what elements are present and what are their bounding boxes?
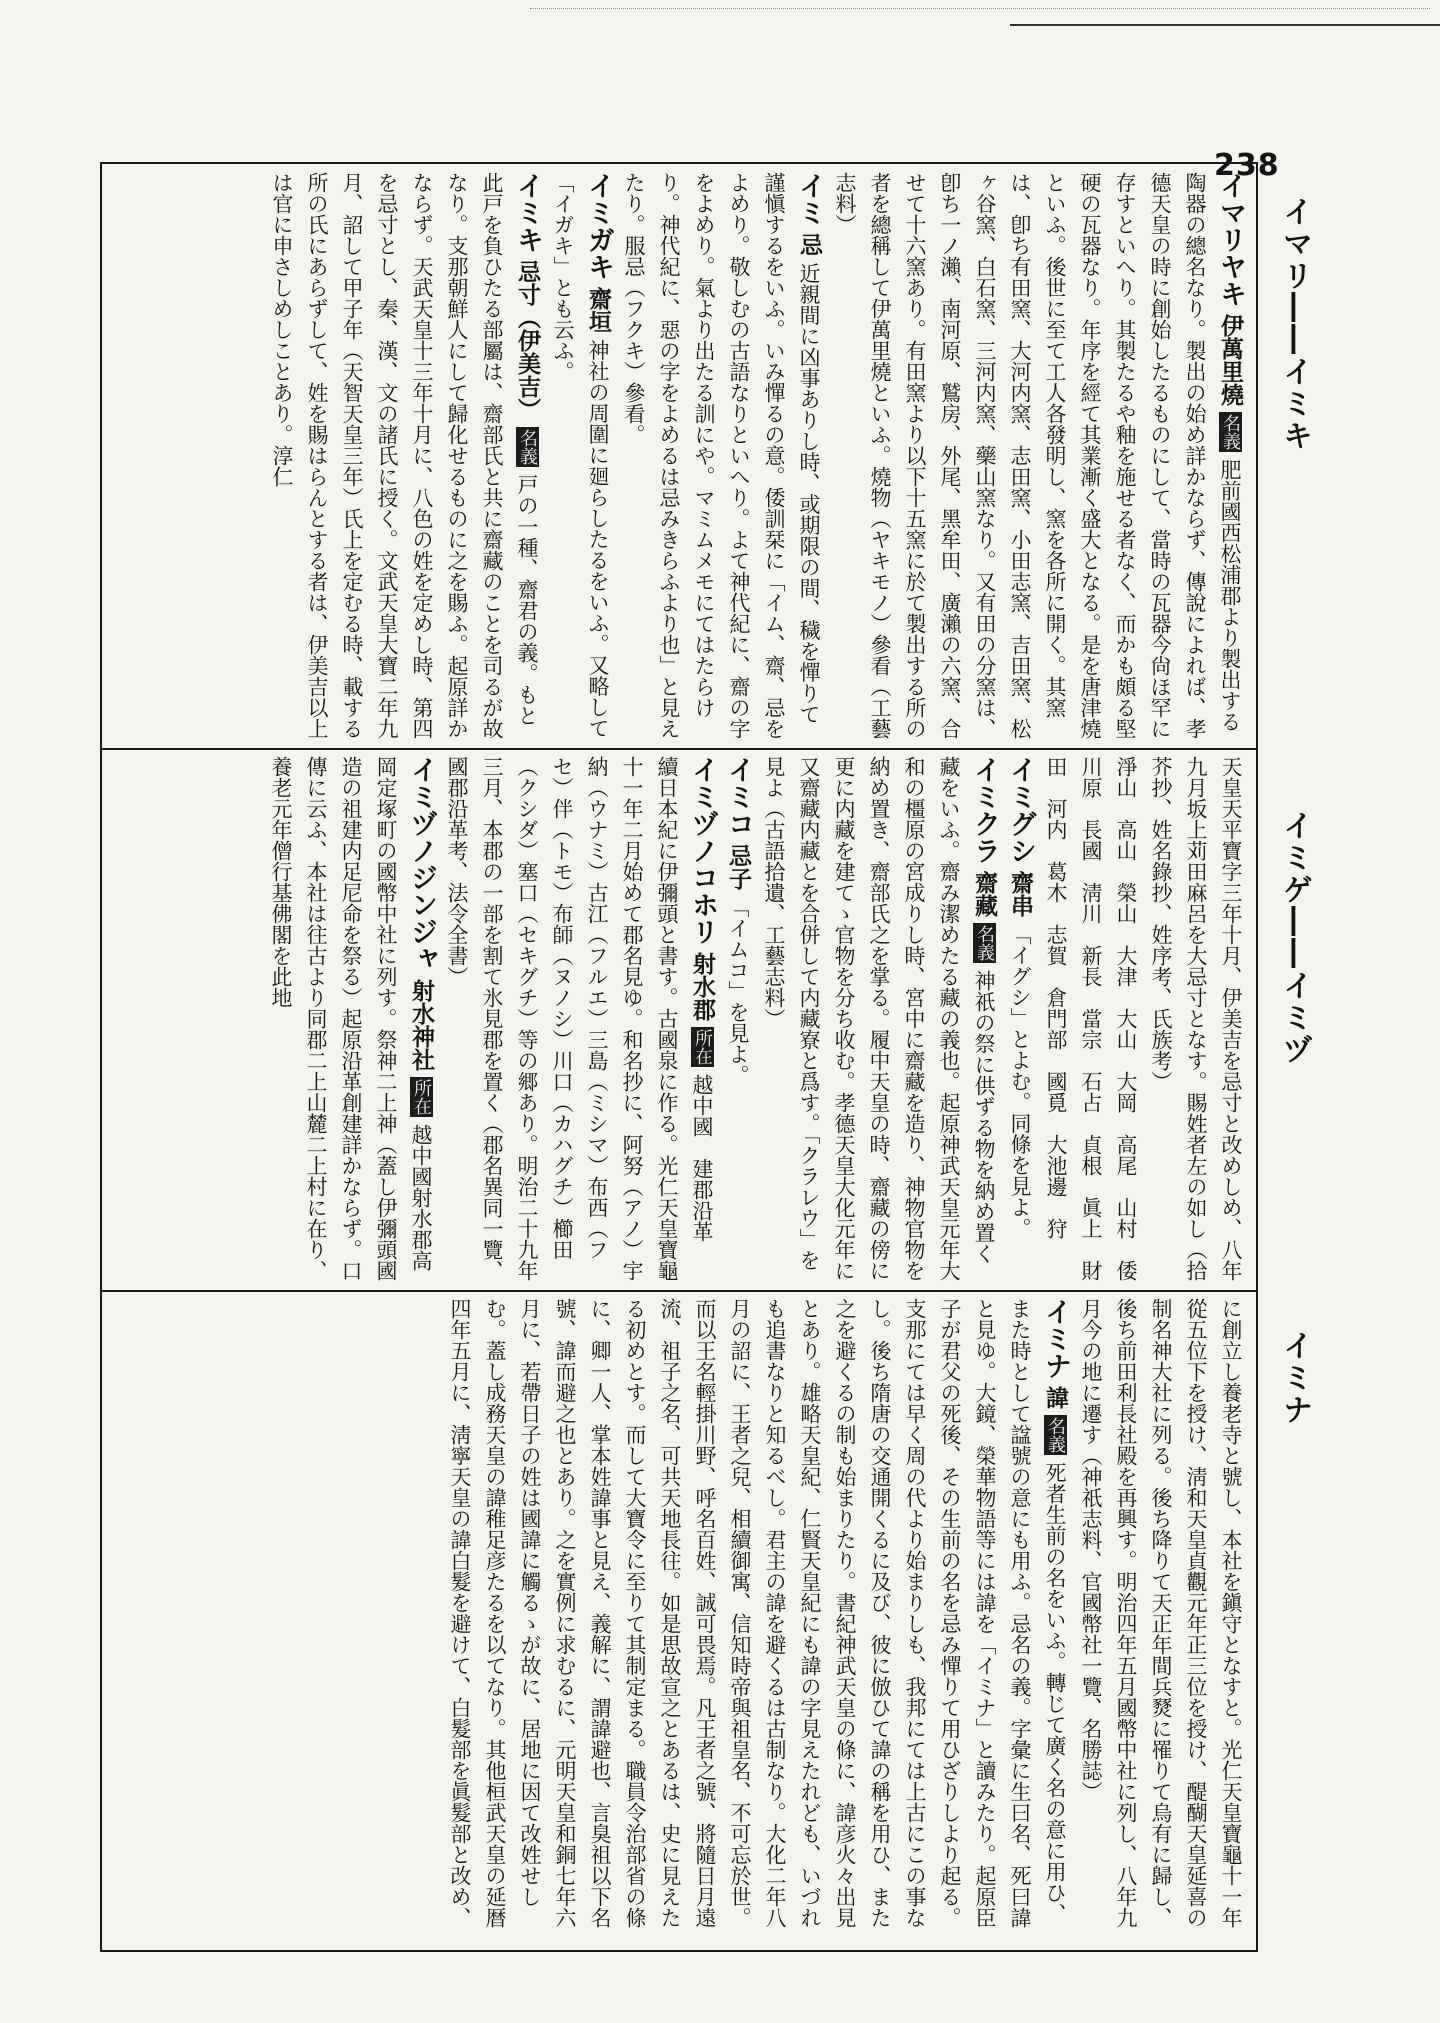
tier-bottom xyxy=(110,1298,1248,1944)
entry-imina xyxy=(448,1298,1071,1928)
tag-badge: 名義 xyxy=(974,925,995,962)
headword-kanji: 諱 xyxy=(1042,1385,1069,1409)
headword-kanji: 齋藏 xyxy=(971,870,998,917)
headword-kanji: 射水神社 xyxy=(408,978,435,1071)
headword-kanji: 忌 xyxy=(796,232,823,256)
entry-text: 肥前國西松浦郡より製出する陶器の總名なり。製出の始め詳かならず、傳說によれば、孝德天皇の時に創始したるものにして、當時の瓦器今尙ほ罕に存すといへり。其製たるや釉を施せる者なく、而かも頗る堅硬の瓦器なり。年序を經て其業漸く盛大となる。是を唐津燒といふ。後世に至て工人各發明し、窯を各所に開く。其窯は、卽ち有田窯、大河内窯、志田窯、小田志窯、吉田窯、松ヶ谷窯、白石窯、三河内窯、藥山窯なり。又有田の分窯は、卽ち一ノ瀨、南河原、鷲房、外尾、黑牟田、廣瀨の六窯、合せて十六窯あり。有田窯より以下十五窯に於て製出する所の者を總稱して伊萬里燒といふ。燒物（ヤキモノ）參看（工藝志料） xyxy=(833,172,1242,739)
top-rule xyxy=(1010,24,1440,26)
tag-badge: 名義 xyxy=(1045,1417,1066,1454)
tier-divider-1 xyxy=(100,748,1258,750)
side-label-2: イミゲ――イミヅ xyxy=(1277,810,1312,1066)
tier-divider-2 xyxy=(100,1290,1258,1292)
headword: イミキ xyxy=(512,172,543,253)
tag-badge: 名義 xyxy=(1220,414,1241,451)
tier-top xyxy=(110,172,1248,740)
entry-imiki xyxy=(270,172,543,739)
headword-kanji: 射水郡 xyxy=(689,951,716,1021)
entry-text: に創立し養老寺と號し、本社を鎭守となすと。光仁天皇寶龜十一年從五位下を授け、淸和天皇貞觀元年正三位を授け、醍醐天皇延喜の制名神大社に列る。後ち降りて天正年間兵燹に罹りて烏有に歸し、後ち前田利長社殿を再興す。明治四年五月國幣中社に列し、八年九月今の地に遷す（神祇志料、官國幣社一覽、名勝誌） xyxy=(1079,1298,1243,1928)
headword: イミグシ xyxy=(1005,756,1036,864)
headword: イミヅノコホリ xyxy=(687,756,718,945)
tag-badge: 所在 xyxy=(411,1079,432,1116)
entry-text: 「イグシ」とよむ。同條を見よ。 xyxy=(1008,923,1032,1239)
page-number: 238 xyxy=(1214,148,1280,183)
headword-kanji: 伊萬里燒 xyxy=(1217,313,1244,406)
entry-text: 近親間に凶事ありし時、或期限の間、穢を憚りて謹愼するをいふ。いみ憚るの意。倭訓栞に「イム、齋、忌をよめり。敬しむの古語なりといへり。よて神代紀に、齋の字をよめり。氣より出たる訓にや。マミムメモにてはたらけり。神代紀に、惡の字をよめるは忌みきらふより也」と見えたり。服忌（フクキ）參看。 xyxy=(622,172,821,739)
side-label-1: イマリ――イミキ xyxy=(1277,196,1312,452)
entry-text: 戸の一種、齋君の義。もと此戸を負ひたる部屬は、齋部氏と共に齋藏のことを司るが故なり。支那朝鮮人にして歸化せるものに之を賜ふ。起原詳かならず。天武天皇十三年十月に、八色の姓を定めし時、第四を忌寸とし、秦、漢、文の諸氏に授く。文武天皇大寶二年九月、詔して甲子年（天智天皇三年）氏上を定むる時、載する所の氏にあらずして、姓を賜はらんとする者は、伊美吉以上は官に申さしめしことあり。淳仁 xyxy=(270,172,539,739)
entry-imigushi xyxy=(1005,756,1036,1239)
headword-kanji: 忌子 xyxy=(725,843,752,890)
entry-imikura xyxy=(762,756,1000,1281)
entry-text: 越中國 建郡沿革 續日本紀に伊彌頭と書す。古國泉に作る。光仁天皇寶龜十一年二月始めて郡名見ゆ。和名抄に、阿努（アノ）宇納（ウナミ）古江（フルエ）三島（ミシマ）布西（フセ）伴（トモ）布師（ヌノシ）川口（カハグチ）櫛田（クシダ）塞口（セキグチ）等の郷あり。明治二十九年三月、本郡の一部を割て氷見郡を置く（郡名異同一覽、國郡沿革考、法令全書） xyxy=(445,756,714,1281)
headword-kanji: 齋垣 xyxy=(585,286,612,333)
top-dotted-rule xyxy=(530,8,1430,9)
headword: イミコ xyxy=(723,756,754,837)
entry-text: 「イムコ」を見よ。 xyxy=(726,896,750,1086)
entry-text: 越中國射水郡高岡定塚町の國幣中社に列す。祭神二上神（蓋し伊彌頭國造の祖建内足尼命を祭る）起原沿革創建詳かならず。口傳に云ふ、本社は往古より同郡二上山麓二上村に在り、養老元年僧行基佛閣を此地 xyxy=(269,756,433,1281)
entry-imizu-no-kohori xyxy=(445,756,718,1281)
entry-name-list xyxy=(1044,756,1138,1281)
headword-kanji: 忌寸（伊美吉） xyxy=(514,259,541,421)
entry-text: 淨山 高山 榮山 大津 大山 大岡 高尾 山村 倭川原 長國 淸川 新長 當宗 石占 貞根 眞上 財田 河内 葛木 志賀 倉門部 國覓 大池邊 狩 xyxy=(1044,756,1138,1281)
side-label-3: イミナ xyxy=(1277,1330,1312,1426)
tier-middle xyxy=(110,756,1248,1282)
entry-imigaki xyxy=(551,172,614,739)
tag-badge: 所在 xyxy=(692,1029,713,1066)
headword: イミナ xyxy=(1040,1298,1071,1379)
headword-kanji: 齋串 xyxy=(1007,870,1034,917)
entry-text: 神社の周圍に廻らしたるをいふ。又略して「イガキ」とも云ふ。 xyxy=(551,172,610,739)
entry-continuation xyxy=(1079,1298,1243,1928)
entry-imizu-no-jinja xyxy=(269,756,437,1281)
headword: イミクラ xyxy=(969,756,1000,864)
entry-text: 神祇の祭に供ずる物を納め置く藏をいふ。齋み潔めたる藏の義也。起原神武天皇元年大和の橿原の宮成りし時、宮中に齋藏を造り、神物官物を納め置き、齋部氏之を掌る。履中天皇の時、齋藏の傍に更に内藏を建てゝ官物を分ち收む。孝德天皇大化元年に又齋藏内藏とを合併して内藏寮と爲す。「クラレウ」を見よ（古語拾遺、工藝志料） xyxy=(762,756,996,1281)
entry-imariyaki xyxy=(833,172,1246,739)
entry-continuation xyxy=(1149,756,1243,1281)
headword: イミ xyxy=(794,172,825,226)
entry-imi xyxy=(622,172,825,739)
entry-imiko xyxy=(723,756,754,1086)
entry-text: 天皇天平寶字三年十月、伊美吉を忌寸と改めしめ、八年九月坂上苅田麻呂を大忌寸となす。賜姓者左の如し（拾芥抄、姓名錄抄、姓序考、氏族考） xyxy=(1149,756,1243,1281)
tag-badge: 名義 xyxy=(517,429,538,466)
headword: イミガキ xyxy=(583,172,614,280)
headword: イマリヤキ xyxy=(1215,172,1246,307)
headword: イミヅノジンジャ xyxy=(406,756,437,972)
entry-text: 死者生前の名をいふ。轉じて廣く名の意に用ひ、また時として諡號の意にも用ふ。忌名の義。字彙に生曰名、死曰諱と見ゆ。大鏡、榮華物語等には諱を「イミナ」と讀みたり。起原臣子が君父の死後、その生前の名を忌み憚りて用ひざりしより起る。支那にては早く周の代より始まりしも、我邦にては上古にこの事なし。後ち隋唐の交通開くるに及び、彼に倣ひて諱の稱を用ひ、また之を避くるの制も始まりたり。書紀神武天皇の條に、諱彦火々出見とあり。雄略天皇紀、仁賢天皇紀にも諱の字見えたれども、いづれも追書なりと知るべし。君主の諱を避くるは古制なり。大化二年八月の詔に、王者之兒、相續御寓、信知時帝與祖皇名、不可忘於世。而以王名輕掛川野、呼名百姓、誠可畏焉。凡王者之號、將隨日月遠流、祖子之名、可共天地長往。如是思故宣之とあるは、史に見えたる初めとす。而して大寶令に至りて其制定まる。職員令治部省の條に、卿一人、掌本姓諱事と見え、義解に、謂諱避也、言臭祖以下名號、諱而避之也とあり。之を實例に求むるに、元明天皇和銅七年六月に、若帶日子の姓は國諱に觸るゝが故に、居地に因て改姓せしむ。蓋し成務天皇の諱稚足彦たるを以てなり。其他桓武天皇の延暦四年五月に、淸寧天皇の諱白髮を避けて、白髮部を眞髮部と改め、 xyxy=(448,1298,1067,1928)
